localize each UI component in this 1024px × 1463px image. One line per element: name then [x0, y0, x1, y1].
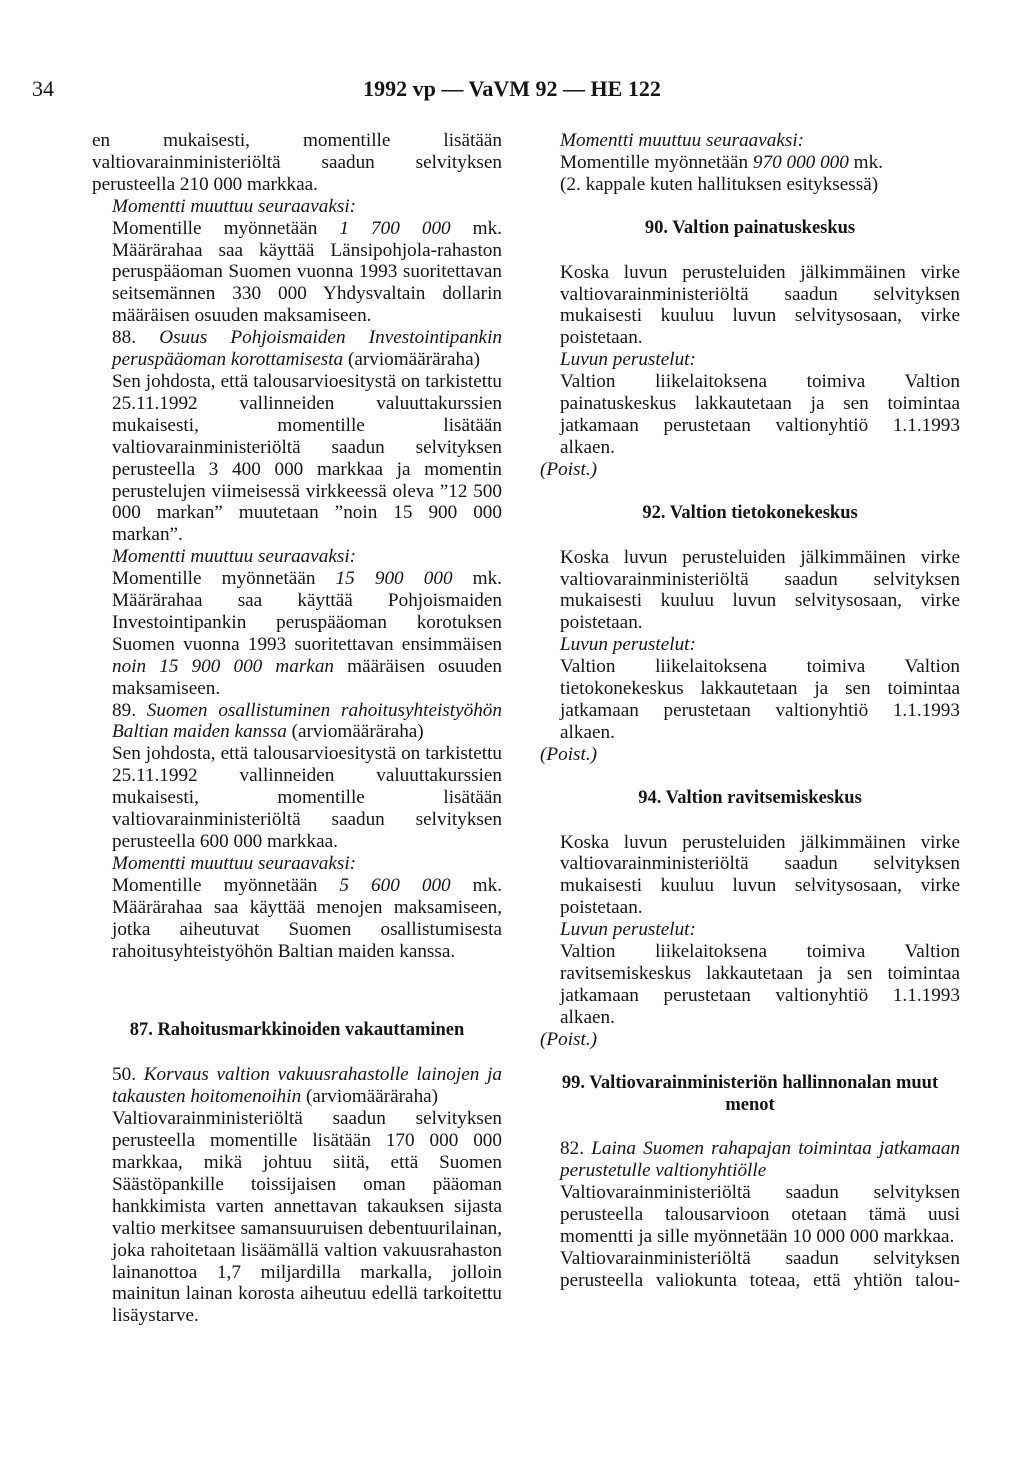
- item-89-title: 89. Suomen osallistuminen rahoitusyhteistyöhön Baltian maiden kanssa (arviomääräraha): [112, 699, 502, 743]
- paragraph: Koska luvun perusteluiden jälkimmäinen virke valtiovarainministeriöltä saadun selvityksen mukaisesti kuuluu luvun selvitysosaan, virke poistetaan.: [560, 831, 960, 919]
- page-number: 34: [32, 76, 54, 101]
- momentti-label: Momentti muuttuu seuraavaksi:: [112, 546, 357, 568]
- paragraph: Momentille myönnetään 1 700 000 mk. Määrärahaa saa käyttää Länsipohjola-rahaston peruspääoman Suomen vuonna 1993 suoritettavan seitsemännen 330 000 Yhdysvaltain dollarin määräisen osuuden maksamiseen.: [112, 217, 502, 327]
- paragraph: en mukaisesti, momentille lisätään valtiovarainministeriöltä saadun selvityksen perusteella 210 000 markkaa.: [92, 130, 502, 195]
- momentti-label: Momentti muuttuu seuraavaksi:: [560, 130, 805, 151]
- section-heading-92: 92. Valtion tietokonekeskus: [642, 502, 858, 523]
- momentti-label: Momentti muuttuu seuraavaksi:: [112, 852, 357, 874]
- momentti-label: Momentti muuttuu seuraavaksi:: [112, 195, 357, 217]
- item-82-title: 82. Laina Suomen rahapajan toimintaa jatkamaan perustetulle valtionyhtiölle: [560, 1138, 961, 1182]
- paragraph: Valtiovarainministeriöltä saadun selvityksen perusteella talousarvioon otetaan tämä uusi momentti ja sille myönnetään 10 000 000 markkaa.: [560, 1182, 960, 1248]
- poist-note: (Poist.): [540, 743, 598, 765]
- paragraph: Koska luvun perusteluiden jälkimmäinen virke valtiovarainministeriöltä saadun selvityksen mukaisesti kuuluu luvun selvitysosaan, virke poistetaan.: [560, 546, 960, 634]
- right-column: [540, 130, 960, 1292]
- section-heading-90: 90. Valtion painatuskeskus: [644, 217, 856, 238]
- item-50-title: 50. Korvaus valtion vakuusrahastolle lainojen ja takausten hoitomenoihin (arviomääräraha): [112, 1064, 503, 1108]
- paragraph: (2. kappale kuten hallituksen esityksessä): [560, 173, 879, 195]
- paragraph: Sen johdosta, että talousarvioesitystä on tarkistettu 25.11.1992 vallinneiden valuuttakurssien mukaisesti, momentille lisätään valtiovarainministeriöltä saadun selvityksen perusteella 3 400 000 markkaa ja momentin perustelujen viimeisessä virkkeessä oleva ”12 500 000 markan” muutetaan ”noin 15 900 000 markan”.: [112, 370, 502, 546]
- paragraph: Valtion liikelaitoksena toimiva Valtion tietokonekeskus lakkautetaan ja sen toimintaa jatkamaan perustetaan valtionyhtiö 1.1.1993 alkaen.: [560, 656, 960, 743]
- paragraph: Valtiovarainministeriöltä saadun selvityksen perusteella momentille lisätään 170 000 000 markkaa, mikä johtuu siitä, että Suomen Säästöpankille toissijaisen oman pääoman hankkimista varten annettavan takauksen sijasta valtio merkitsee samansuuruisen debentuurilainan, joka rahoitetaan lisäämällä valtion vakuusrahaston lainanottoa 1,7 miljardilla markalla, jolloin mainitun lainan korosta aiheutuu edellä tarkoitettu lisäystarve.: [112, 1108, 502, 1327]
- poist-note: (Poist.): [540, 1028, 598, 1050]
- paragraph: Valtion liikelaitoksena toimiva Valtion painatuskeskus lakkautetaan ja sen toimintaa jatkamaan perustetaan valtionyhtiö 1.1.1993 alkaen.: [560, 371, 960, 458]
- perustelut-label: Luvun perustelut:: [560, 634, 696, 656]
- section-heading-99: 99. Valtiovarainministeriön hallinnonalan muut menot: [561, 1072, 939, 1115]
- perustelut-label: Luvun perustelut:: [560, 919, 696, 941]
- section-heading-87: 87. Rahoitusmarkkinoiden vakauttaminen: [129, 1020, 465, 1041]
- paragraph: Sen johdosta, että talousarvioesitystä on tarkistettu 25.11.1992 vallinneiden valuuttakurssien mukaisesti, momentille lisätään valtiovarainministeriöltä saadun selvityksen perusteella 600 000 markkaa.: [112, 743, 502, 852]
- poist-note: (Poist.): [540, 458, 598, 480]
- section-heading-94: 94. Valtion ravitsemiskeskus: [638, 787, 862, 808]
- running-head: 1992 vp — VaVM 92 — HE 122: [363, 76, 661, 101]
- page-header: [0, 74, 1024, 104]
- paragraph: Valtiovarainministeriöltä saadun selvityksen perusteella valiokunta toteaa, että yhtiön talou-: [560, 1247, 960, 1291]
- paragraph: Koska luvun perusteluiden jälkimmäinen virke valtiovarainministeriöltä saadun selvityksen mukaisesti kuuluu luvun selvitysosaan, virke poistetaan.: [560, 261, 960, 349]
- paragraph: Momentille myönnetään 970 000 000 mk.: [560, 151, 883, 173]
- paragraph: Momentille myönnetään 5 600 000 mk. Määrärahaa saa käyttää menojen maksamiseen, jotka aiheutuvat Suomen osallistumisesta rahoitusyhteistyöhön Baltian maiden kanssa.: [112, 874, 502, 962]
- item-88-title: 88. Osuus Pohjoismaiden Investointipankin peruspääoman korottamisesta (arviomääräraha): [112, 327, 502, 371]
- paragraph: Valtion liikelaitoksena toimiva Valtion ravitsemiskeskus lakkautetaan ja sen toimintaa jatkamaan perustetaan valtionyhtiö 1.1.1993 alkaen.: [560, 941, 960, 1028]
- perustelut-label: Luvun perustelut:: [560, 349, 696, 371]
- paragraph: Momentille myönnetään 15 900 000 mk. Määrärahaa saa käyttää Pohjoismaiden Investointipankin peruspääoman korotuksen Suomen vuonna 1993 suoritettavan ensimmäisen noin 15 900 000 markan määräisen osuuden maksamiseen.: [112, 568, 502, 699]
- left-column: [92, 130, 502, 1327]
